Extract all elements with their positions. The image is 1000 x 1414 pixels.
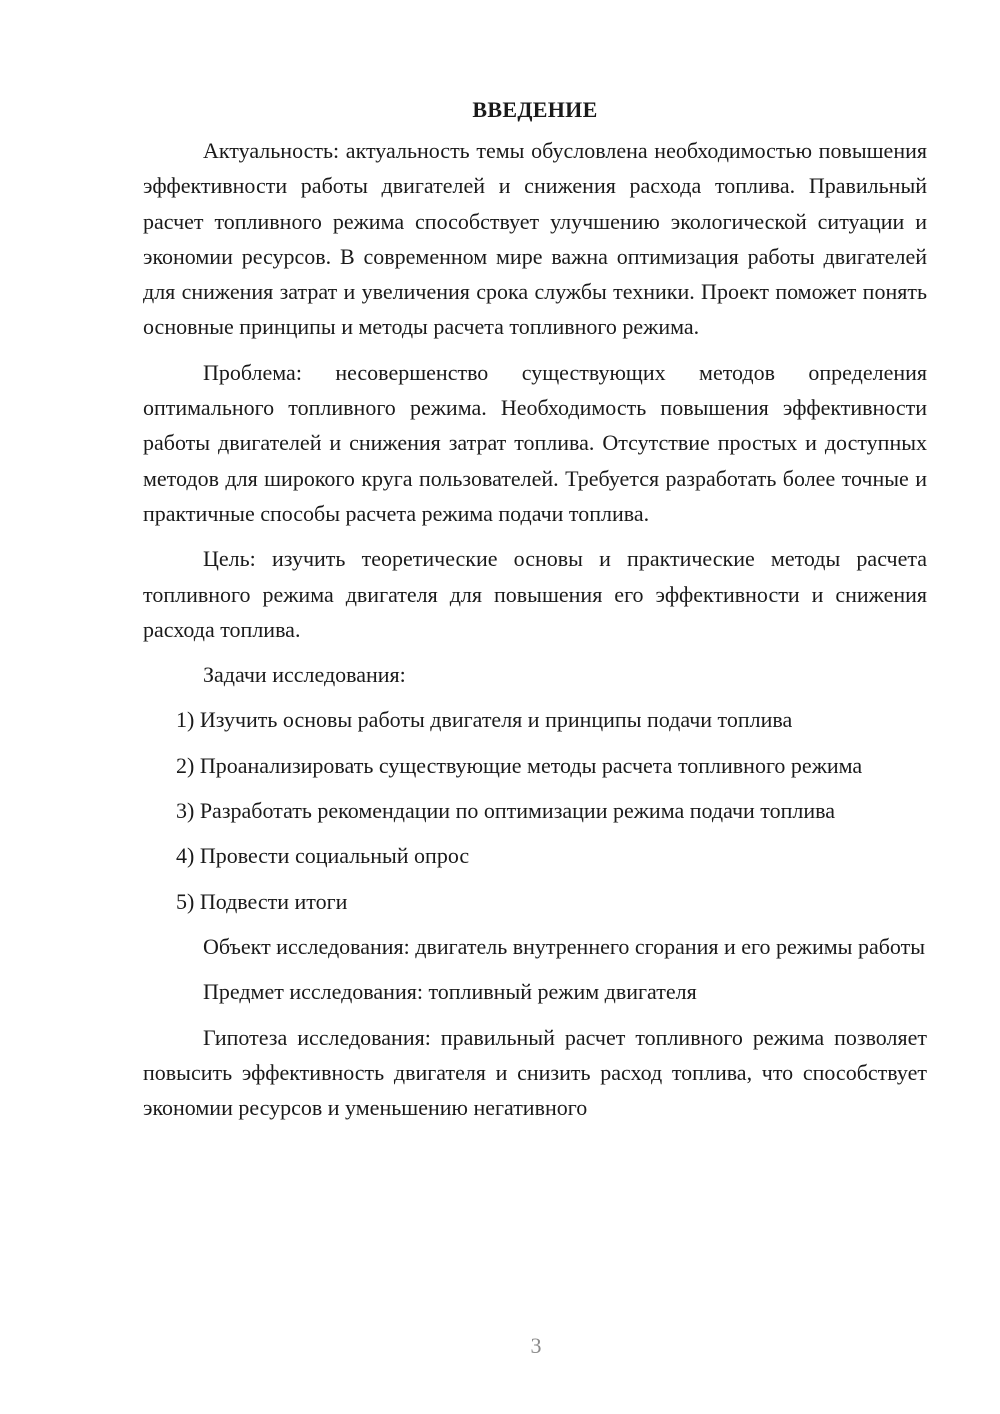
page-number: 3	[530, 1333, 542, 1358]
paragraph-problem: Проблема: несовершенство существующих методов определения оптимального топливного режима. Необходимость повышения эффективности работы двигателей и снижения затрат топлива. Отсутствие простых и доступных методов для широкого круга пользователей. Требуется разработать более точные и практичные способы расчета режима подачи топлива.	[143, 359, 927, 526]
paragraph-goal: Цель: изучить теоретические основы и практические методы расчета топливного режима двигателя для повышения его эффективности и снижения расхода топлива.	[143, 546, 927, 642]
paragraph-subject: Предмет исследования: топливный режим двигателя	[203, 979, 697, 1005]
task-item-4: 4) Провести социальный опрос	[176, 843, 470, 869]
task-item-3: 3) Разработать рекомендации по оптимизации режима подачи топлива	[176, 798, 836, 824]
task-item-5: 5) Подвести итоги	[176, 888, 348, 914]
page-title: ВВЕДЕНИЕ	[472, 97, 598, 122]
task-item-2: 2) Проанализировать существующие методы расчета топливного режима	[176, 752, 863, 778]
paragraph-object: Объект исследования: двигатель внутреннего сгорания и его режимы работы	[203, 933, 926, 959]
paragraph-hypothesis: Гипотеза исследования: правильный расчет топливного режима позволяет повысить эффективность двигателя и снизить расход топлива, что способствует экономии ресурсов и уменьшению негативного	[143, 1024, 927, 1121]
document-page	[143, 92, 927, 1135]
paragraph-relevance: Актуальность: актуальность темы обусловлена необходимостью повышения эффективности работы двигателей и снижения расхода топлива. Правильный расчет топливного режима способствует улучшению экологической ситуации и экономии ресурсов. В современном мире важна оптимизация работы двигателей для снижения затрат и увеличения срока службы техники. Проект поможет понять основные принципы и методы расчета топливного режима.	[143, 138, 927, 340]
task-item-1: 1) Изучить основы работы двигателя и принципы подачи топлива	[176, 707, 793, 733]
tasks-heading: Задачи исследования:	[203, 662, 406, 688]
